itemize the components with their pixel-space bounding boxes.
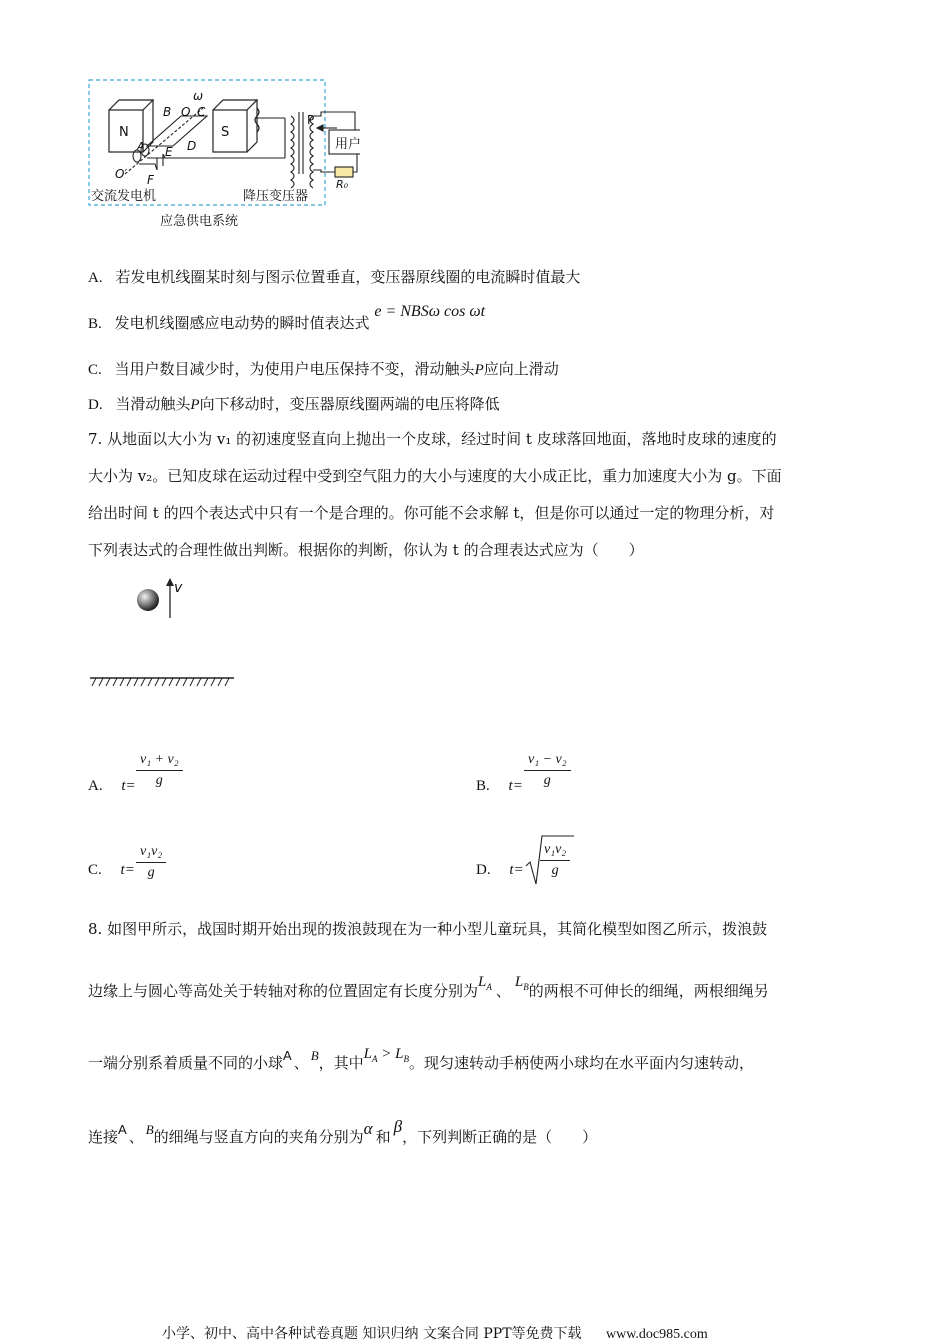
omega-label: ω bbox=[193, 89, 204, 103]
generator-label: 交流发电机 bbox=[91, 189, 157, 204]
q8-text: 边缘上与圆心等高处关于转轴对称的位置固定有长度分别为 bbox=[88, 982, 479, 1000]
figure-caption: 应急供电系统 bbox=[160, 214, 239, 229]
option-label: D. bbox=[88, 397, 103, 413]
q8-text: 连接 bbox=[88, 1128, 119, 1146]
option-label: C. bbox=[88, 362, 102, 378]
q6-option-a bbox=[88, 266, 580, 289]
generator-transformer-figure bbox=[85, 78, 360, 233]
q7-c-fraction bbox=[136, 842, 166, 883]
option-text: 发电机线圈感应电动势的瞬时值表达式 bbox=[114, 314, 370, 332]
q7-a-fraction bbox=[136, 750, 183, 791]
q7-d-fraction bbox=[540, 840, 570, 881]
q8-text: ，下列判断正确的是（ ） bbox=[402, 1128, 598, 1146]
f-label: F bbox=[147, 173, 154, 187]
numerator: v₁ + v₂ bbox=[136, 750, 183, 771]
circuit-diagram bbox=[85, 78, 360, 233]
option-label: B. bbox=[88, 316, 102, 332]
q6-option-c bbox=[88, 358, 559, 381]
angle-beta: β bbox=[393, 1117, 403, 1136]
velocity-arrowhead bbox=[166, 578, 174, 586]
a-label: A bbox=[137, 140, 145, 153]
e-label: E bbox=[165, 145, 173, 159]
option-label: B. bbox=[476, 778, 490, 794]
b-label: B bbox=[163, 105, 172, 119]
user-label: 用户 bbox=[335, 137, 360, 152]
q7-line-2: 大小为 v₂。已知皮球在运动过程中受到空气阻力的大小与速度的大小成正比，重力加速度大小为 g。下面 bbox=[88, 467, 782, 485]
q8-text: 的两根不可伸长的细绳，两根细绳另 bbox=[528, 982, 769, 1000]
ground-hatching bbox=[92, 678, 229, 686]
q8-text: ，其中 bbox=[318, 1054, 364, 1072]
length-inequality: $L_A > L_B$ bbox=[363, 1046, 409, 1064]
q8-text: 的细绳与竖直方向的夹角分别为 bbox=[153, 1128, 364, 1146]
denominator: g bbox=[551, 863, 559, 878]
option-text: 若发电机线圈某时刻与图示位置垂直，变压器原线圈的电流瞬时值最大 bbox=[115, 268, 581, 286]
option-label: C. bbox=[88, 862, 102, 878]
o-label: O bbox=[181, 105, 191, 119]
r0-label: R₀ bbox=[336, 178, 349, 191]
option-lhs: t= bbox=[508, 778, 523, 794]
o-prime-label: O′ bbox=[115, 167, 128, 181]
length-lb: $L_B$ bbox=[514, 974, 529, 992]
ball-a-label: A bbox=[283, 1048, 292, 1063]
option-text: 当用户数目减少时，为使用户电压保持不变，滑动触头 bbox=[114, 360, 475, 378]
q7-option-a bbox=[88, 774, 136, 797]
numerator: v₁v₂ bbox=[540, 840, 570, 861]
q7-option-d bbox=[476, 858, 524, 881]
numerator: v₁ − v₂ bbox=[524, 750, 571, 771]
s-label: S bbox=[221, 125, 230, 140]
denominator: g bbox=[155, 773, 163, 788]
q7-option-c bbox=[88, 858, 135, 881]
option-lhs: t= bbox=[509, 862, 524, 878]
option-text-2: 应向上滑动 bbox=[483, 360, 559, 378]
angle-alpha: α bbox=[363, 1119, 373, 1138]
option-label: A. bbox=[88, 778, 103, 794]
v-label: v bbox=[174, 580, 183, 596]
q8-line-3: 一端分别系着质量不同的小球A 、 B，其中$L_A > L_B$。现匀速转动手柄使两小球均在水平面内匀速转动， bbox=[88, 1046, 754, 1072]
q6-option-d bbox=[88, 393, 500, 416]
footer-site-link[interactable]: www.doc985.com bbox=[605, 1327, 708, 1342]
c-label: C bbox=[197, 105, 206, 119]
page-footer bbox=[162, 1323, 708, 1343]
q8-text: 一端分别系着质量不同的小球 bbox=[88, 1054, 284, 1072]
option-text-2: 向下移动时，变压器原线圈两端的电压将降低 bbox=[199, 395, 500, 413]
q8-line-2 bbox=[88, 974, 769, 1008]
ball-a-label: A bbox=[118, 1122, 127, 1137]
numerator: v₁v₂ bbox=[136, 842, 166, 863]
transformer-label: 降压变压器 bbox=[243, 189, 309, 204]
var-p: P bbox=[190, 397, 200, 413]
s-magnet bbox=[213, 100, 259, 152]
length-la: $L_A$ bbox=[478, 974, 492, 992]
denominator: g bbox=[543, 773, 551, 788]
ball-b-label: B bbox=[310, 1048, 319, 1063]
n-label: N bbox=[119, 125, 129, 140]
q7-option-b bbox=[476, 774, 523, 797]
var-p: P bbox=[474, 362, 484, 378]
q8-text: 。现匀速转动手柄使两小球均在水平面内匀速转动， bbox=[408, 1054, 754, 1072]
footer-text: 小学、初中、高中各种试卷真题 知识归纳 文案合同 PPT等免费下载 bbox=[162, 1326, 582, 1342]
emf-formula: e = NBSω cos ωt bbox=[374, 303, 486, 320]
q7-line-1: 7. 从地面以大小为 v₁ 的初速度竖直向上抛出一个皮球，经过时间 t 皮球落回地面，落地时皮球的速度的 bbox=[88, 430, 777, 448]
dashed-frame bbox=[89, 80, 325, 205]
d-label: D bbox=[187, 139, 197, 153]
q7-line-4: 下列表达式的合理性做出判断。根据你的判断，你认为 t 的合理表达式应为（ ） bbox=[88, 541, 644, 559]
denominator: g bbox=[147, 865, 155, 880]
option-lhs: t= bbox=[120, 862, 135, 878]
ball-figure bbox=[88, 578, 248, 690]
option-label: A. bbox=[88, 270, 103, 286]
and-text: 和 bbox=[375, 1128, 391, 1146]
q7-b-fraction bbox=[524, 750, 571, 791]
q7-line-3: 给出时间 t 的四个表达式中只有一个是合理的。你可能不会求解 t，但是你可以通过一定的物理分析，对 bbox=[88, 504, 775, 522]
ball bbox=[137, 589, 159, 611]
option-text: 当滑动触头 bbox=[115, 395, 191, 413]
p-label: P bbox=[307, 113, 315, 127]
ball-b-label: B bbox=[145, 1122, 154, 1137]
q6-option-b bbox=[88, 303, 486, 335]
option-lhs: t= bbox=[121, 778, 136, 794]
option-label: D. bbox=[476, 862, 491, 878]
q8-line-1: 8. 如图甲所示，战国时期开始出现的拨浪鼓现在为一种小型儿童玩具，其简化模型如图乙所示，拨浪鼓 bbox=[88, 920, 768, 938]
q8-line-4: 连接A 、 B的细绳与竖直方向的夹角分别为α 和β，下列判断正确的是（ ） bbox=[88, 1117, 598, 1146]
separator: 、 bbox=[495, 982, 511, 1000]
